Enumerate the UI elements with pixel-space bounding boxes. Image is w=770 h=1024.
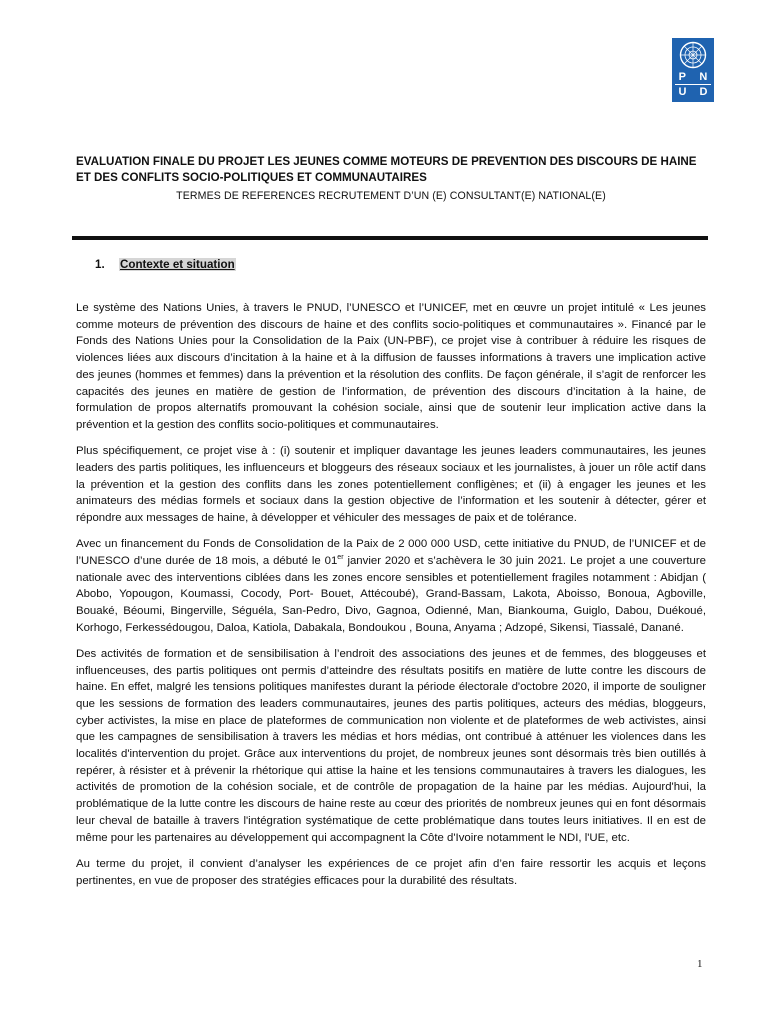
un-emblem-icon [678, 40, 708, 70]
logo-row-bottom [672, 85, 714, 99]
paragraph-3 [76, 536, 706, 636]
page-number: 1 [697, 958, 703, 970]
paragraph-1: Le système des Nations Unies, à travers le PNUD, l’UNESCO et l’UNICEF, met en œuvre un projet intitulé « Les jeunes comme moteurs de prévention des discours de haine et des conflits socio-politiques et communautaires ». Financé par le Fonds des Nations Unies pour la Consolidation de la Paix (UN-PBF), ce projet vise à contribuer à réduire les risques de violences liées aux discours d’incitation à la haine et à la diffusion de fausses informations à travers une implication active des jeunes (hommes et femmes) dans la prévention et la résolution des conflits. De façon générale, il s’agit de renforcer les capacités des jeunes en matière de gestion de l’information, de prévention des discours d’incitation à la haine, de formulation de propos alternatifs promouvant la cohésion sociale, ainsi que de soutenir leur implication active dans la prévention et la gestion des conflits socio-politiques et communautaires. [76, 302, 706, 431]
undp-logo [672, 38, 714, 102]
paragraph-5: Au terme du projet, il convient d’analyser les expériences de ce projet afin d’en faire ressortir les acquis et leçons pertinentes, en vue de proposer des stratégies efficaces pour la durabilité des résultats. [76, 857, 706, 887]
paragraph-2: Plus spécifiquement, ce projet vise à : (i) soutenir et impliquer davantage les jeunes leaders communautaires, les jeunes leaders des partis politiques, les influenceurs et bloggeurs des réseaux sociaux et les journalistes, à jouer un rôle actif dans la prévention et la gestion des conflits dans les zones potentiellement confligènes; et (ii) à engager les jeunes et les animateurs des médias formels et sociaux dans la gestion objective de l’information et les soutenir à détecter, gérer et répondre aux messages de haine, à développer et véhiculer des messages de paix et de tolérance. [76, 445, 706, 524]
section-number: 1. [95, 258, 105, 271]
logo-letter-d: D [699, 86, 708, 98]
paragraph-4: Des activités de formation et de sensibilisation à l’endroit des associations des jeunes et de femmes, des bloggeuses et influenceuses, des partis politiques ont permis d’atteindre des résultats positifs en matière de lutte contre les discours de haine. En effet, malgré les tensions politiques manifestes durant la période électorale d'octobre 2020, il importe de souligner que les sessions de formation des leaders communautaires, jeunes des partis politiques, acteurs des médias, bloggeurs, cyber activistes, la mise en place de plateformes de communication non violente et de plateformes de web activistes, ainsi que les campagnes de sensibilisation à travers les médias et hors médias, ont contribué à atténuer les violences dans les localités d'intervention du projet. Grâce aux interventions du projet, de nombreux jeunes sont désormais très bien outillés à repérer, à résister et à prévenir la rhétorique qui attise la haine et les tensions communautaires à travers les dialogues, les activités de promotion de la cohésion sociale, et de contrôle de propagation de la haine par les médias. Aujourd'hui, la problématique de la lutte contre les discours de haine reste au cœur des priorités de nombreux jeunes qui en font désormais leur cheval de bataille à travers l'intégration systématique de cette problématique dans toutes leurs initiatives. Il en est de même pour les partenaires au développement qui accompagnent la Côte d'Ivoire notamment le NDI, l'UE, etc. [76, 647, 706, 844]
document-subtitle: TERMES DE REFERENCES RECRUTEMENT D’UN (E) CONSULTANT(E) NATIONAL(E) [176, 190, 606, 202]
section-title: Contexte et situation [120, 258, 235, 271]
logo-letter-n: N [699, 71, 708, 83]
ordinal-superscript: er [337, 554, 344, 562]
paragraph-3-start: Avec un financement du Fonds de Consolidation de la Paix de 2 000 000 USD, cette initiative du PNUD, de l’UNICEF et de l’UNESCO d’une durée de 18 mois, a débuté le 01 [76, 538, 706, 567]
logo-letter-u: U [678, 86, 687, 98]
logo-letter-p: P [678, 71, 687, 83]
section-heading [95, 257, 236, 273]
horizontal-rule [72, 236, 708, 240]
document-body [76, 300, 706, 899]
logo-row-top [672, 70, 714, 84]
document-title: EVALUATION FINALE DU PROJET LES JEUNES COMME MOTEURS DE PREVENTION DES DISCOURS DE HAINE ET DES CONFLITS SOCIO-POLITIQUES ET COMMUNAUTAIRES [76, 155, 697, 184]
paragraph-3-end: janvier 2020 et s’achèvera le 30 juin 2021. Le projet a une couverture nationale avec des interventions ciblées dans les zones encore sensibles et potentiellement fragiles notamment : Abidjan ( Abobo, Yopougon, Koumassi, Cocody, Port- Bouet, Attécoubé), Grand-Bassam, Lakota, Aboisso, Bonoua, Agboville, Bouaké, Béoumi, Bingerville, Séguéla, San-Pedro, Divo, Gagnoa, Odienné, Man, Biankouma, Guiglo, Dabou, Duékoué, Korhogo, Ferkessédougou, Daloa, Katiola, Dabakala, Bondoukou , Bouna, Anyama ; Adzopé, Sikensi, Tiassalé, Danané. [76, 554, 706, 634]
